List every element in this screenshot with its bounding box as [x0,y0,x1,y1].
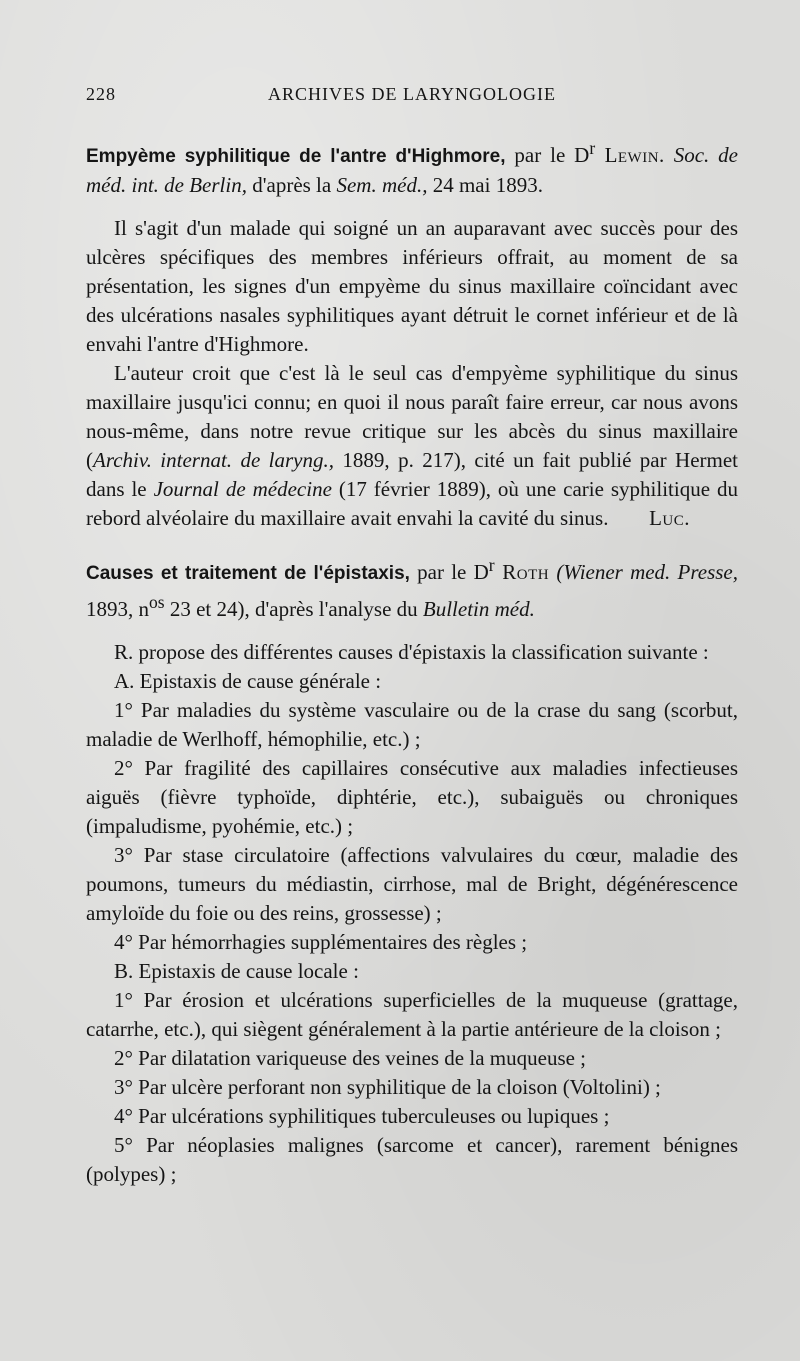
running-title: ARCHIVES DE LARYNGOLOGIE [268,84,556,104]
article1-p2-italic-2: Journal de médecine [153,477,332,501]
article1-source-1: Soc. de méd. int. de Berlin, [86,143,738,197]
article1-p2-a: L'auteur croit que c'est là le seul cas d'empyème syphilitique du sinus maxillaire jusqu'ici connu; en quoi il nous paraît faire erreur, car nous avons nous-même, dans notre revue critique sur les abcès du sinus maxillaire ( [86,361,738,472]
section-a-item-3: 3° Par stase circulatoire (affections valvulaires du cœur, maladie des poumons, tumeurs du médiastin, cirrhose, mal de Bright, dégénérescence amyloïde du foie ou des reins, grossesse) ; [86,843,738,925]
section-b-item-2: 2° Par dilatation variqueuse des veines de la muqueuse ; [114,1046,587,1070]
article2-source-1: (Wiener med. Presse, [549,560,738,584]
article2-source-sup: os [149,592,165,612]
article1-title: Empyème syphilitique de l'antre d'Highmore, [86,146,506,167]
article2-source-2: 1893, n [86,597,149,621]
article1-source-3: Sem. méd., [331,173,428,197]
section-b-item-5: 5° Par néoplasies malignes (sarcome et cancer), rarement bénignes (polypes) ; [86,1133,738,1186]
section-a-heading: A. Epistaxis de cause générale : [114,669,382,693]
article1-author: Lewin. [595,143,665,167]
section-b-item-1: 1° Par érosion et ulcérations superficielles de la muqueuse (grattage, catarrhe, etc.), qui siègent généralement à la partie antérieure de la cloison ; [86,988,738,1041]
body-text [86,134,738,1189]
article1-paragraph-1: Il s'agit d'un malade qui soigné un an auparavant avec succès pour des ulcères spécifiques des membres inférieurs offrait, au moment de sa présentation, les signes d'un empyème du sinus maxillaire coïncidant avec des ulcérations nasales syphilitiques ayant détruit le cornet inférieur et de là envahi l'antre d'Highmore. [86,216,738,356]
article1-p2-c: (17 février 1889), où une carie syphilitique du rebord alvéolaire du maxillaire avait envahi la cavité du sinus. [86,477,738,530]
article1-title-par: par le D [505,143,590,167]
article1-p2-b: 1889, p. 217), cité un fait publié par Hermet dans le [86,448,738,501]
article2-author: Roth [494,560,550,584]
running-header [86,84,738,114]
article2-intro: R. propose des différentes causes d'épistaxis la classification suivante : [114,640,709,664]
article1-source-4: 24 mai 1893. [427,173,543,197]
section-b-heading: B. Epistaxis de cause locale : [114,959,359,983]
article2-title-sup: r [488,555,495,575]
article1-source-2: d'après la [246,173,332,197]
article2-title: Causes et traitement de l'épistaxis, [86,563,410,584]
article2-heading [86,551,738,624]
section-b-item-3: 3° Par ulcère perforant non syphilitique de la cloison (Voltolini) ; [114,1075,661,1099]
article2-source-4: Bulletin méd. [422,597,535,621]
section-a-item-4: 4° Par hémorrhagies supplémentaires des règles ; [114,930,528,954]
section-a-item-1: 1° Par maladies du système vasculaire ou de la crase du sang (scorbut, maladie de Werlhoff, hémophilie, etc.) ; [86,698,738,751]
article2-source-3: 23 et 24), d'après l'analyse du [164,597,423,621]
article1-signature: Luc. [649,506,690,530]
section-a-item-2: 2° Par fragilité des capillaires consécutive aux maladies infectieuses aiguës (fièvre typhoïde, diphtérie, etc.), subaiguës ou chroniques (impaludisme, pyohémie, etc.) ; [86,756,738,838]
article1-title-sup: r [589,138,596,158]
article1-heading [86,134,738,200]
article1-p2-italic-1: Archiv. internat. de laryng., [93,448,335,472]
section-b-item-4: 4° Par ulcérations syphilitiques tuberculeuses ou lupiques ; [114,1104,610,1128]
page-number: 228 [86,84,116,104]
article2-title-par: par le D [409,560,489,584]
